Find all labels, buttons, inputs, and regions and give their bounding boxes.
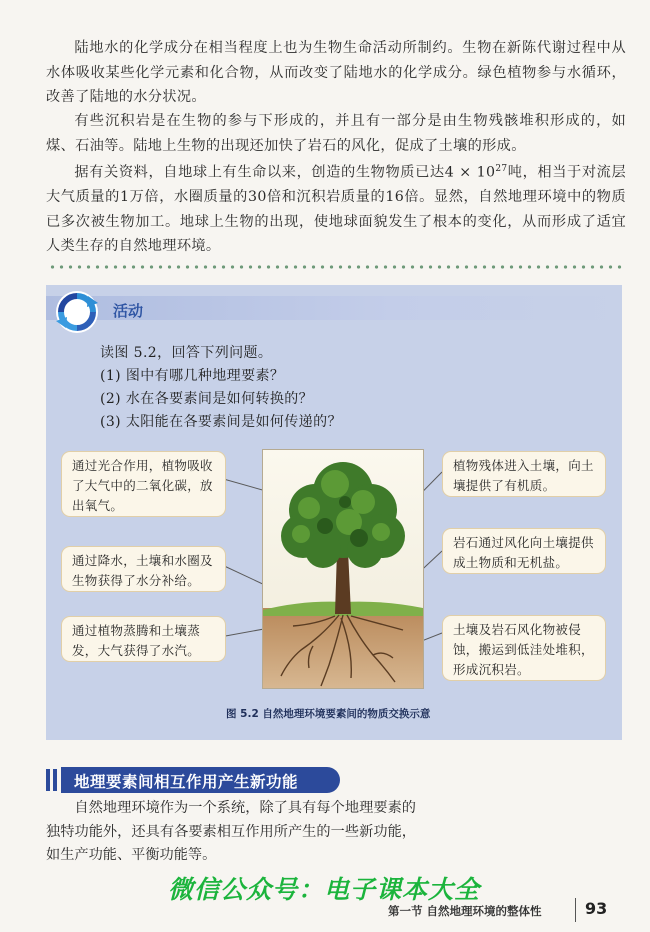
watermark: 微信公众号：电子课本大全 bbox=[168, 875, 481, 904]
activity-panel bbox=[46, 285, 622, 740]
question-3: (3) 太阳能在各要素间是如何传递的？ bbox=[100, 414, 342, 430]
heading-bar-1 bbox=[46, 769, 50, 791]
tree-illustration bbox=[262, 449, 424, 689]
box-erosion-deposition: 土壤及岩石风化物被侵蚀，搬运到低洼处堆积，形成沉积岩。 bbox=[442, 615, 606, 681]
question-1: (1) 图中有哪几种地理要素？ bbox=[100, 368, 285, 384]
section-title: 地理要素间相互作用产生新功能 bbox=[74, 773, 299, 791]
section-heading bbox=[46, 767, 340, 793]
box-rock-weathering: 岩石通过风化向土壤提供成土物质和无机盐。 bbox=[442, 528, 606, 574]
biomass-text-b: 吨，相当于对流层大气质量的1万倍，水圈质量的30倍和沉积岩质量的16倍。显然，自然地理环境中的物质已多次被生物加工。地球上生物的出现，使地球面貌发生了根本的变化，从而形成了适宜人类生存的自然地理环境。 bbox=[46, 164, 626, 255]
box-transpiration: 通过植物蒸腾和土壤蒸发，大气获得了水汽。 bbox=[61, 616, 226, 662]
figure-caption: 图 5.2 自然地理环境要素间的物质交换示意 bbox=[226, 708, 431, 720]
activity-title: 活动 bbox=[113, 302, 144, 320]
exponent: 27 bbox=[495, 164, 508, 174]
heading-bar-2 bbox=[53, 769, 57, 791]
question-2: (2) 水在各要素间是如何转换的？ bbox=[100, 391, 314, 407]
paragraph-sedimentary-rock: 有些沉积岩是在生物的参与下形成的，并且有一部分是由生物残骸堆积形成的，如煤、石油等。陆地上生物的出现还加快了岩石的风化，促成了土壤的形成。 bbox=[46, 113, 626, 154]
box-plant-residue: 植物残体进入土壤，向土壤提供了有机质。 bbox=[442, 451, 606, 497]
box-precipitation: 通过降水，土壤和水圈及生物获得了水分补给。 bbox=[61, 546, 226, 592]
footer-divider bbox=[575, 898, 576, 922]
section-paragraph: 自然地理环境作为一个系统，除了具有每个地理要素的独特功能外，还具有各要素相互作用所产生的一些新功能，如生产功能、平衡功能等。 bbox=[46, 800, 416, 863]
biomass-text-a: 据有关资料，自地球上有生命以来，创造的生物物质已达4 × 10 bbox=[74, 164, 496, 181]
box-photosynthesis: 通过光合作用，植物吸收了大气中的二氧化碳，放出氧气。 bbox=[61, 451, 226, 517]
page-number: 93 bbox=[585, 899, 608, 918]
activity-intro: 读图 5.2，回答下列问题。 bbox=[100, 345, 273, 361]
paragraph-water-chemistry: 陆地水的化学成分在相当程度上也为生物生命活动所制约。生物在新陈代谢过程中从水体吸收某些化学元素和化合物，从而改变了陆地水的化学成分。绿色植物参与水循环，改善了陆地的水分状况。 bbox=[46, 40, 626, 105]
footer-chapter: 第一节 自然地理环境的整体性 bbox=[388, 904, 542, 918]
dotted-divider bbox=[48, 265, 626, 269]
paragraph-biomass bbox=[46, 157, 626, 259]
